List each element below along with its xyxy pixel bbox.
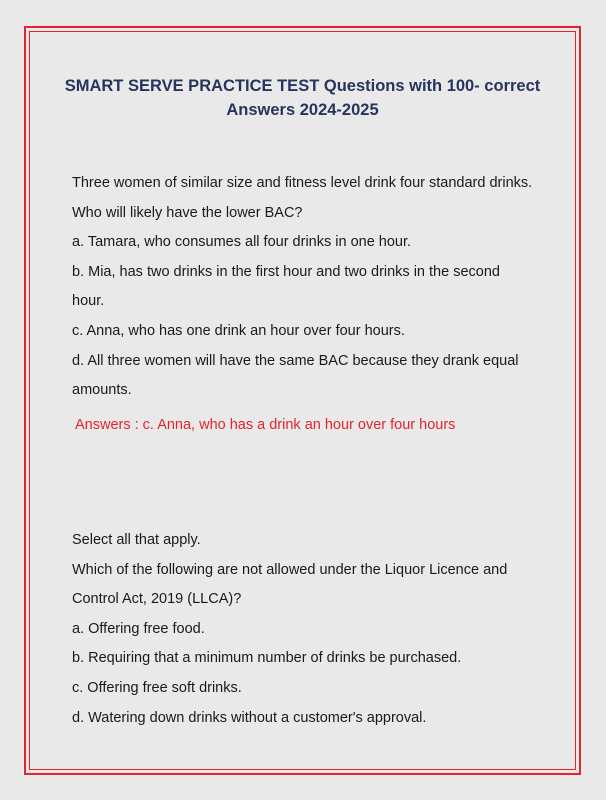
question-2-line: Which of the following are not allowed under the Liquor Licence and <box>72 561 508 578</box>
question-1-option-d: d. All three women will have the same BAC because they drank equal <box>72 352 519 369</box>
title-line-2: Answers 2024-2025 <box>226 101 379 119</box>
question-1-option-c: c. Anna, who has one drink an hour over four hours. <box>72 322 405 339</box>
question-1-answer: Answers : c. Anna, who has a drink an hour over four hours <box>75 417 456 433</box>
document-title <box>26 74 579 122</box>
question-2-option-c: c. Offering free soft drinks. <box>72 679 242 696</box>
question-1 <box>72 169 543 406</box>
question-2-line: Control Act, 2019 (LLCA)? <box>72 591 242 608</box>
question-1-line: Who will likely have the lower BAC? <box>72 204 303 221</box>
question-2-instruction: Select all that apply. <box>72 532 201 548</box>
document-page <box>24 26 581 775</box>
question-2-option-a: a. Offering free food. <box>72 620 205 637</box>
question-2 <box>72 526 543 733</box>
question-1-line: Three women of similar size and fitness level drink four standard drinks. <box>72 175 533 191</box>
question-1-option-b: b. Mia, has two drinks in the first hour and two drinks in the second <box>72 263 500 280</box>
question-1-option-a: a. Tamara, who consumes all four drinks in one hour. <box>72 234 412 251</box>
question-2-option-b: b. Requiring that a minimum number of drinks be purchased. <box>72 650 462 667</box>
question-1-option-b-cont: hour. <box>72 293 105 310</box>
title-line-1: SMART SERVE PRACTICE TEST Questions with 100- correct <box>64 77 541 95</box>
question-2-option-d: d. Watering down drinks without a customer's approval. <box>72 709 427 726</box>
question-1-option-d-cont: amounts. <box>72 382 132 399</box>
